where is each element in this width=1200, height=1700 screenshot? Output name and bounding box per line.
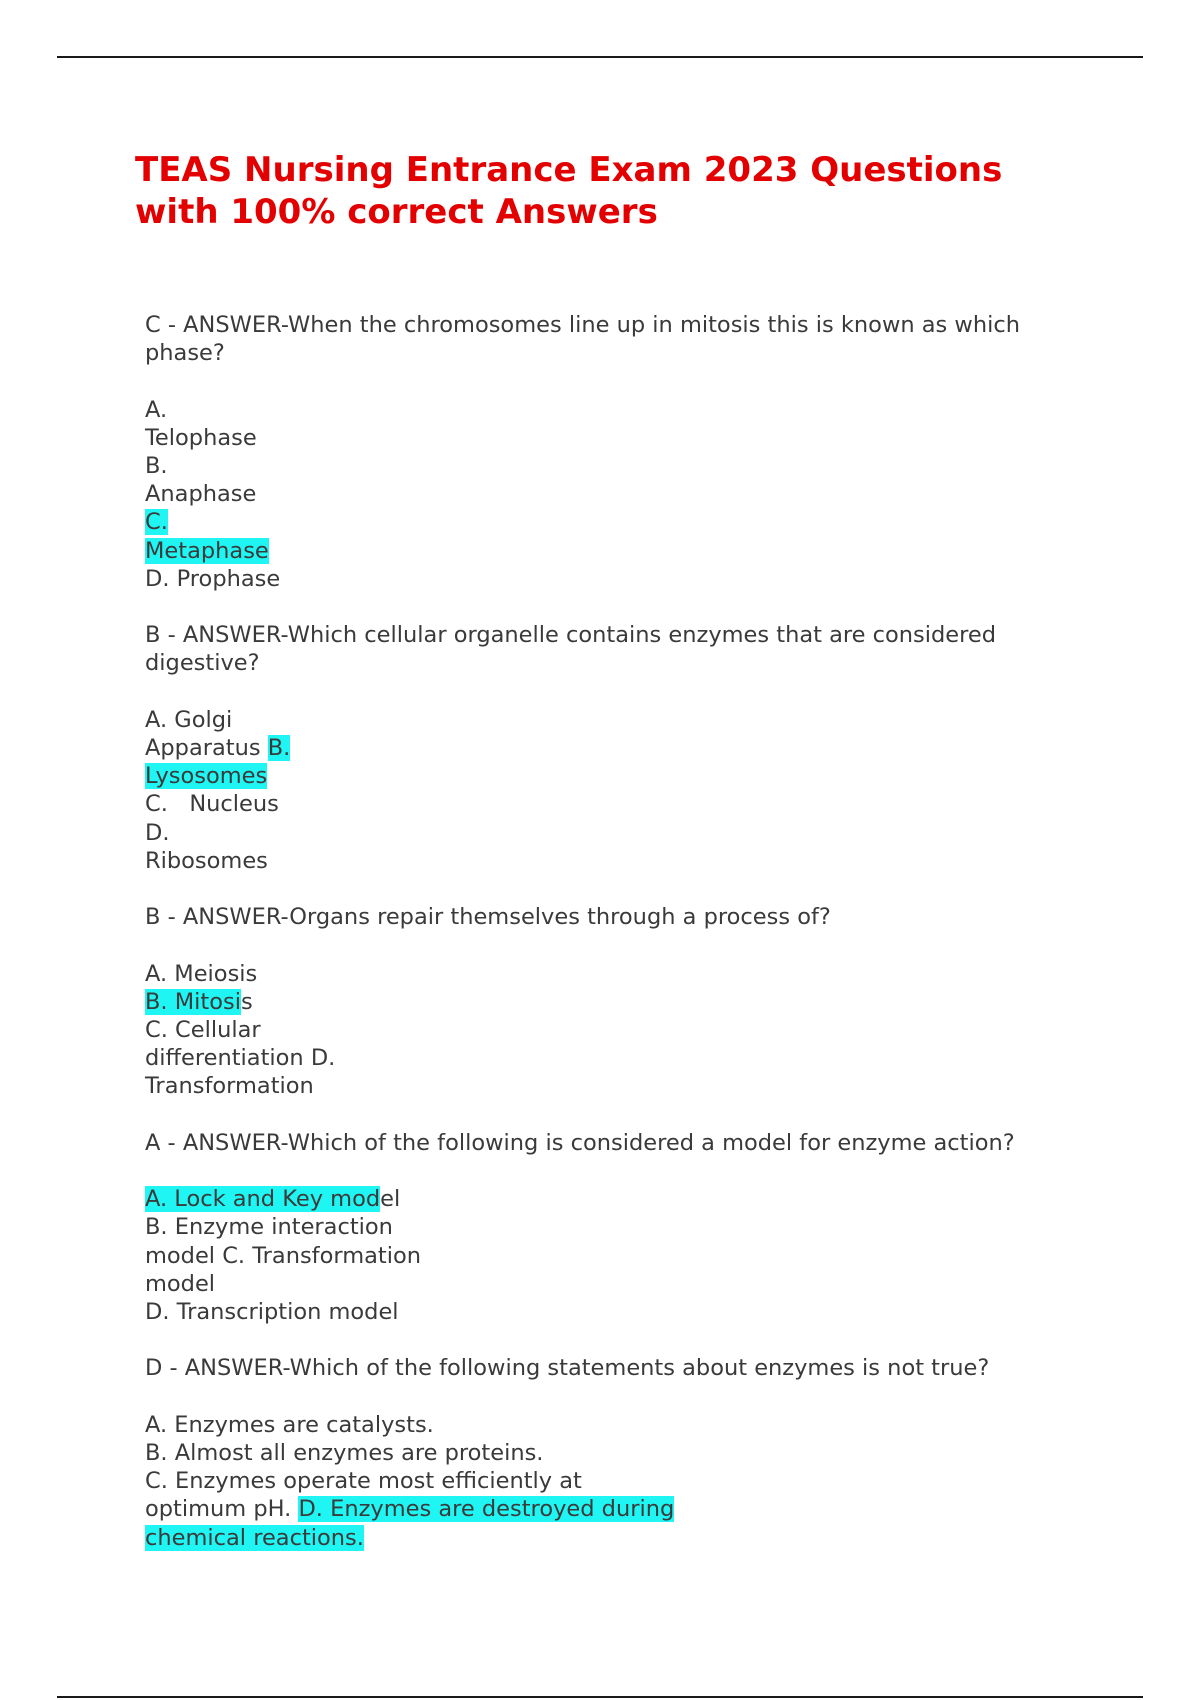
answer-option-line <box>145 762 1095 790</box>
question-prompt-line: C - ANSWER-When the chromosomes line up in mitosis this is known as which <box>145 312 1020 338</box>
question-prompt <box>145 621 1095 677</box>
correct-answer-highlight: B. <box>267 735 291 761</box>
answer-option-line <box>145 1411 1095 1439</box>
answer-option-line <box>145 706 1095 734</box>
option-text: B. Enzyme interaction <box>145 1214 393 1241</box>
answer-option-line <box>145 424 1095 452</box>
option-text: D. <box>145 819 170 846</box>
answer-option-line <box>145 396 1095 424</box>
option-text: Telophase <box>145 424 257 451</box>
answer-option-line <box>145 1298 1095 1326</box>
spacer <box>145 1383 1095 1411</box>
header-rule <box>57 56 1143 58</box>
correct-answer-highlight: Metaphase <box>145 537 269 564</box>
option-text: A. Golgi <box>145 706 233 733</box>
answer-option-line <box>145 1072 1095 1100</box>
question-prompt-line: phase? <box>145 340 225 367</box>
spacer <box>145 875 1095 903</box>
question-prompt <box>145 1354 1095 1382</box>
question-block <box>145 1129 1095 1355</box>
spacer <box>145 1101 1095 1129</box>
option-text: model C. Transformation <box>145 1242 422 1269</box>
question-prompt <box>145 903 1095 931</box>
question-block <box>145 311 1095 621</box>
option-text: model <box>145 1270 216 1297</box>
option-text: optimum pH. <box>145 1496 299 1523</box>
option-text: A. <box>145 396 168 423</box>
answer-option-line <box>145 988 1095 1016</box>
answer-option-line <box>145 1524 1095 1552</box>
correct-answer-highlight: C. <box>145 509 168 536</box>
spacer <box>145 1157 1095 1185</box>
answer-option-line <box>145 1439 1095 1467</box>
correct-answer-highlight: B. Mitosi <box>145 988 241 1015</box>
answer-option-line <box>145 508 1095 536</box>
question-prompt-line: D - ANSWER-Which of the following statements about enzymes is not true? <box>145 1355 990 1382</box>
option-text: D. Transcription model <box>145 1299 399 1325</box>
question-prompt-line: digestive? <box>145 650 260 677</box>
option-text: C. Cellular <box>145 1017 261 1043</box>
question-prompt-line: B - ANSWER-Which cellular organelle contains enzymes that are considered <box>145 622 997 649</box>
option-text: differentiation D. <box>145 1045 336 1072</box>
answer-option-line <box>145 847 1095 875</box>
answer-option-line <box>145 1242 1095 1270</box>
spacer <box>145 367 1095 395</box>
question-prompt-line: B - ANSWER-Organs repair themselves through a process of? <box>145 904 831 931</box>
answer-options <box>145 1411 1095 1552</box>
correct-answer-highlight: Lysosomes <box>145 763 268 790</box>
correct-answer-highlight: D. Enzymes are destroyed during <box>298 1496 675 1523</box>
option-text: B. Almost all enzymes are proteins. <box>145 1439 544 1466</box>
answer-option-line <box>145 565 1095 593</box>
question-block <box>145 1354 1095 1551</box>
answer-options <box>145 706 1095 875</box>
option-text: Apparatus <box>145 735 268 761</box>
option-text: C. Enzymes operate most efficiently at <box>145 1468 582 1495</box>
answer-option-line <box>145 1044 1095 1072</box>
answer-option-line <box>145 1270 1095 1298</box>
answer-option-line <box>145 790 1095 818</box>
correct-answer-highlight: A. Lock and Key mod <box>145 1186 381 1213</box>
option-text: B. <box>145 453 168 479</box>
option-text: A. Meiosis <box>145 960 258 987</box>
spacer <box>145 1326 1095 1354</box>
correct-answer-highlight: chemical reactions. <box>145 1524 364 1551</box>
option-text: Anaphase <box>145 481 257 508</box>
answer-option-line <box>145 537 1095 565</box>
document-title <box>135 149 1115 233</box>
answer-options <box>145 1185 1095 1326</box>
question-block <box>145 903 1095 1129</box>
title-line-2: with 100% correct Answers <box>135 192 658 232</box>
option-text: Transformation <box>145 1073 314 1100</box>
option-text: A. Enzymes are catalysts. <box>145 1411 434 1438</box>
question-prompt <box>145 1129 1095 1157</box>
question-prompt-line: A - ANSWER-Which of the following is considered a model for enzyme action? <box>145 1129 1015 1156</box>
answer-option-line <box>145 480 1095 508</box>
answer-option-line <box>145 819 1095 847</box>
question-prompt <box>145 311 1095 367</box>
answer-options <box>145 396 1095 593</box>
option-text: Ribosomes <box>145 847 268 874</box>
answer-option-line <box>145 734 1095 762</box>
title-line-1: TEAS Nursing Entrance Exam 2023 Questions <box>135 150 1003 190</box>
answer-option-line <box>145 1185 1095 1213</box>
answer-options <box>145 960 1095 1101</box>
option-text: D. Prophase <box>145 565 281 592</box>
spacer <box>145 931 1095 959</box>
answer-option-line <box>145 1016 1095 1044</box>
question-list <box>145 311 1095 1552</box>
spacer <box>145 593 1095 621</box>
option-text: el <box>380 1186 401 1213</box>
footer-rule <box>57 1696 1143 1698</box>
answer-option-line <box>145 452 1095 480</box>
option-text: C. Nucleus <box>145 791 279 818</box>
option-text: s <box>240 988 253 1015</box>
answer-option-line <box>145 1213 1095 1241</box>
question-block <box>145 621 1095 903</box>
spacer <box>145 678 1095 706</box>
answer-option-line <box>145 1467 1095 1495</box>
answer-option-line <box>145 960 1095 988</box>
answer-option-line <box>145 1495 1095 1523</box>
